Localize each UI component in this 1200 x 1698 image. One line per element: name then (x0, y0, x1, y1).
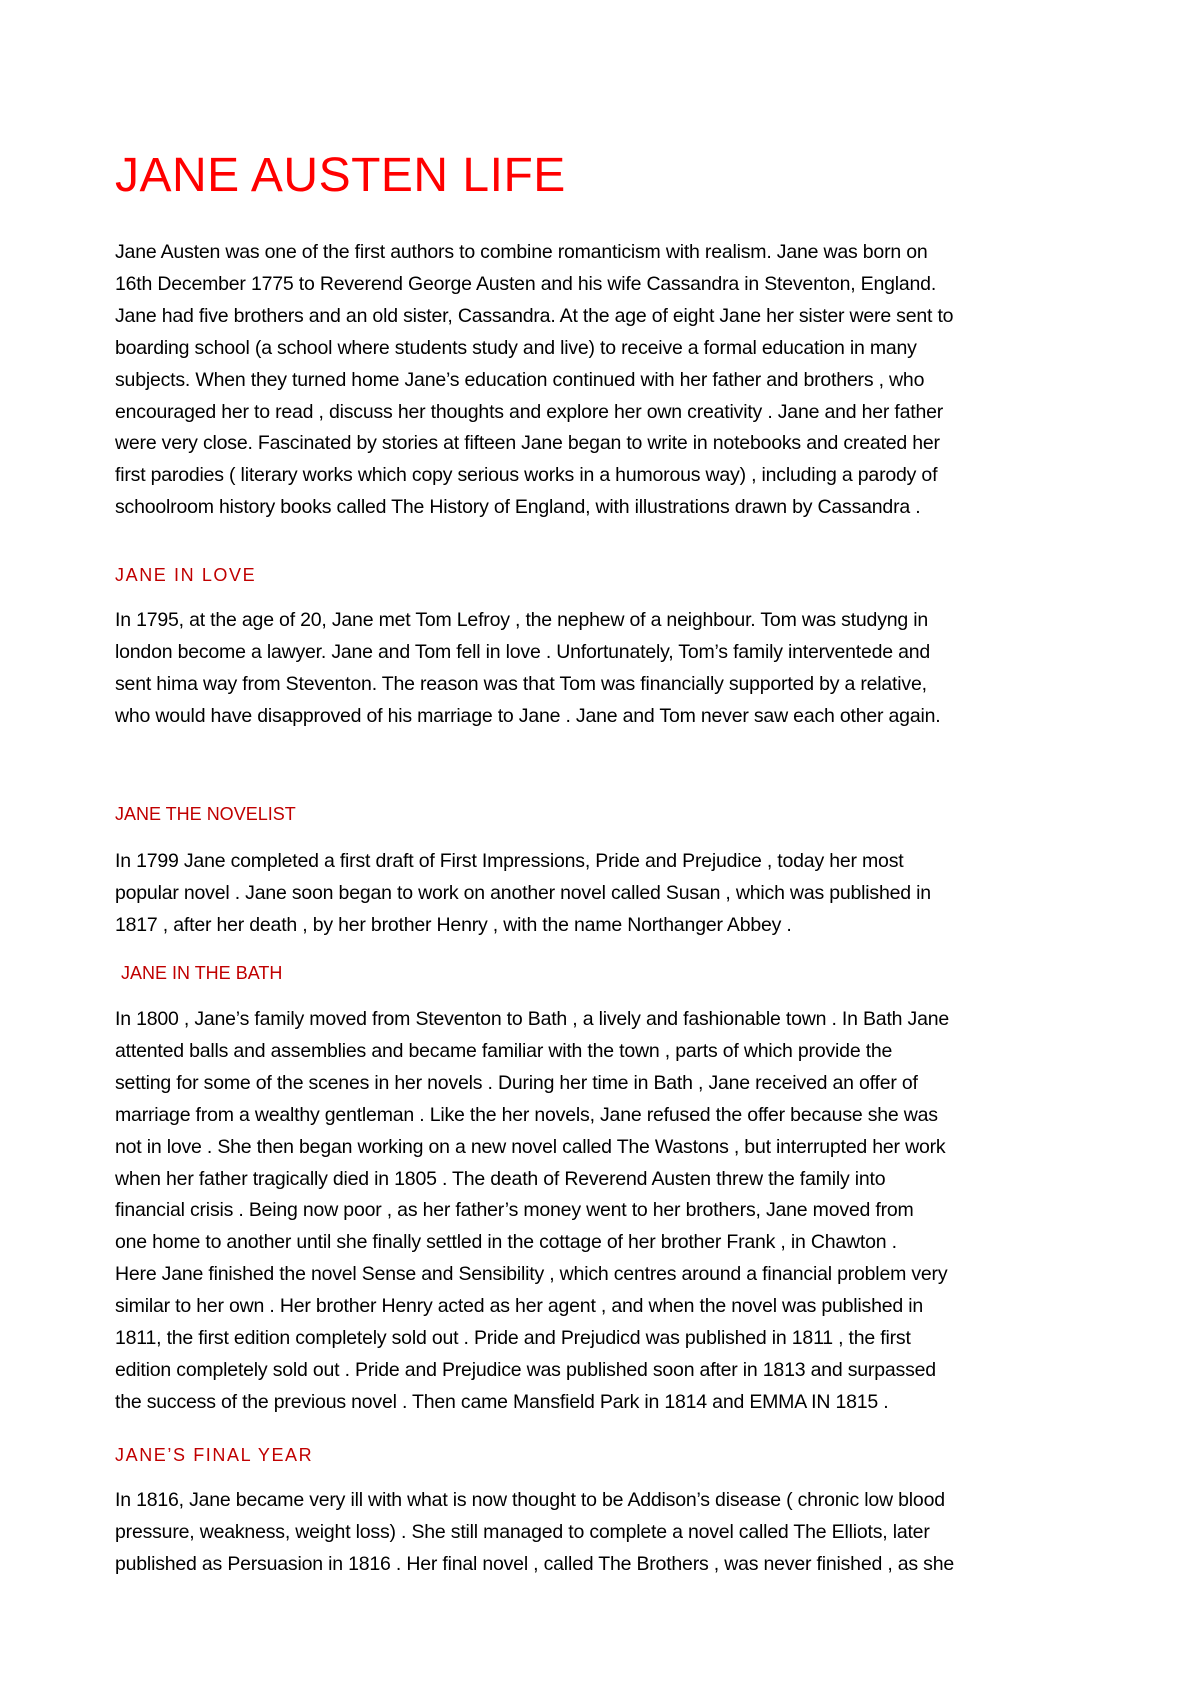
text-line: subjects. When they turned home Jane’s education continued with her father and brothers , who (115, 368, 925, 391)
text-line: not in love . She then began working on a new novel called The Wastons , but interrupted her work (115, 1135, 946, 1158)
text-line: 1817 , after her death , by her brother Henry , with the name Northanger Abbey . (115, 913, 792, 936)
text-line: the success of the previous novel . Then came Mansfield Park in 1814 and EMMA IN 1815 . (115, 1390, 889, 1413)
text-line: london become a lawyer. Jane and Tom fell in love . Unfortunately, Tom’s family interventede and (115, 640, 931, 663)
text-line: attented balls and assemblies and became familiar with the town , parts of which provide the (115, 1039, 893, 1062)
section-paragraph-jane-in-love (115, 605, 1095, 733)
text-line: In 1800 , Jane’s family moved from Steventon to Bath , a lively and fashionable town . In Bath Jane (115, 1008, 950, 1030)
text-line: In 1816, Jane became very ill with what is now thought to be Addison’s disease ( chronic low blood (115, 1489, 945, 1511)
text-line: sent hima way from Steventon. The reason was that Tom was financially supported by a relative, (115, 672, 927, 695)
section-heading-janes-final-year: JANE’S FINAL YEAR (115, 1445, 314, 1465)
text-line: were very close. Fascinated by stories at fifteen Jane began to write in notebooks and created her (115, 432, 940, 455)
section-paragraph-janes-final-year (115, 1485, 1095, 1581)
text-line: one home to another until she finally settled in the cottage of her brother Frank , in Chawton . (115, 1231, 897, 1254)
section-heading-jane-in-the-bath: JANE IN THE BATH (121, 963, 283, 983)
text-line: boarding school (a school where students study and live) to receive a formal education in many (115, 336, 917, 359)
section-heading-jane-in-love: JANE IN LOVE (115, 565, 257, 585)
text-line: encouraged her to read , discuss her thoughts and explore her own creativity . Jane and her father (115, 400, 944, 423)
text-line: marriage from a wealthy gentleman . Like the her novels, Jane refused the offer because she was (115, 1103, 938, 1126)
text-line: Jane Austen was one of the first authors to combine romanticism with realism. Jane was born on (115, 241, 928, 263)
text-line: similar to her own . Her brother Henry acted as her agent , and when the novel was published in (115, 1295, 924, 1318)
text-line: In 1795, at the age of 20, Jane met Tom Lefroy , the nephew of a neighbour. Tom was studyng in (115, 609, 929, 631)
intro-paragraph (115, 237, 1095, 524)
text-line: 16th December 1775 to Reverend George Austen and his wife Cassandra in Steventon, England. (115, 272, 937, 295)
page-title: JANE AUSTEN LIFE (115, 149, 566, 202)
text-line: first parodies ( literary works which copy serious works in a humorous way) , including a parody of (115, 464, 938, 487)
text-line: In 1799 Jane completed a first draft of First Impressions, Pride and Prejudice , today her most (115, 850, 904, 872)
text-line: edition completely sold out . Pride and Prejudice was published soon after in 1813 and surpassed (115, 1358, 936, 1381)
text-line: when her father tragically died in 1805 . The death of Reverend Austen threw the family into (115, 1167, 886, 1190)
text-line: 1811, the first edition completely sold out . Pride and Prejudicd was published in 1811 , the first (115, 1327, 911, 1350)
section-paragraph-jane-the-novelist (115, 846, 1095, 942)
text-line: pressure, weakness, weight loss) . She still managed to complete a novel called The Elliots, later (115, 1520, 930, 1543)
text-line: setting for some of the scenes in her novels . During her time in Bath , Jane received an offer of (115, 1071, 918, 1094)
section-paragraph-jane-in-the-bath (115, 1004, 1095, 1419)
text-line: Jane had five brothers and an old sister, Cassandra. At the age of eight Jane her sister were sent to (115, 304, 954, 327)
text-line: who would have disapproved of his marriage to Jane . Jane and Tom never saw each other again. (115, 704, 941, 727)
text-line: schoolroom history books called The History of England, with illustrations drawn by Cassandra . (115, 496, 921, 519)
text-line: published as Persuasion in 1816 . Her final novel , called The Brothers , was never finished , as she (115, 1552, 955, 1575)
text-line: financial crisis . Being now poor , as her father’s money went to her brothers, Jane moved from (115, 1199, 914, 1222)
text-line: popular novel . Jane soon began to work on another novel called Susan , which was published in (115, 881, 931, 904)
text-line: Here Jane finished the novel Sense and Sensibility , which centres around a financial problem very (115, 1263, 948, 1286)
section-heading-jane-the-novelist: JANE THE NOVELIST (115, 804, 296, 824)
